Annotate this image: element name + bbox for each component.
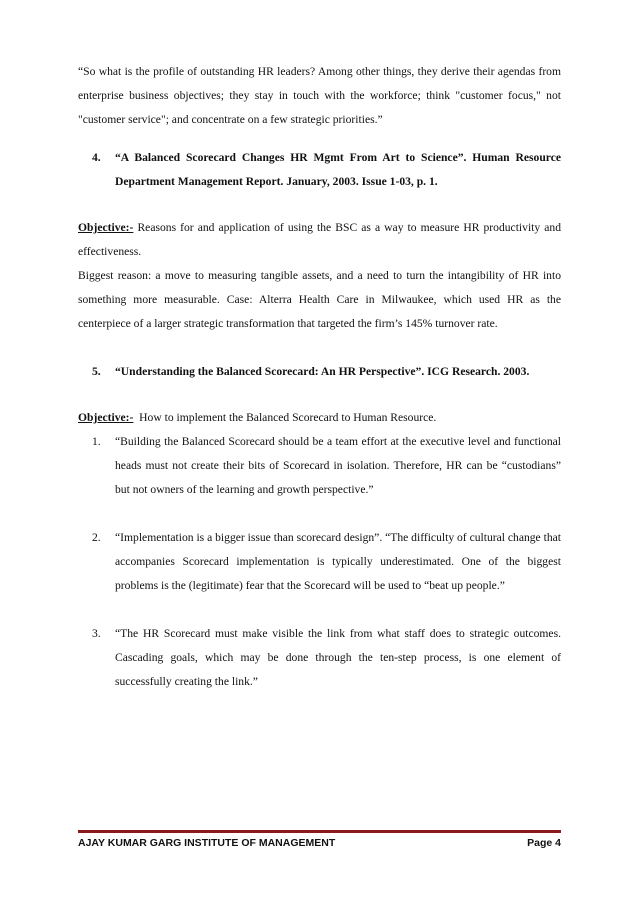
objective-5 <box>78 406 561 430</box>
objective-4 <box>78 216 561 264</box>
objective-text: Reasons for and application of using the BSC as a way to measure HR productivity and effectiveness. <box>78 221 561 258</box>
numbered-list <box>78 430 561 694</box>
list-item-number: 3. <box>92 627 101 640</box>
list-item-number: 1. <box>92 435 101 448</box>
list-item <box>78 526 561 598</box>
reference-text: “A Balanced Scorecard Changes HR Mgmt From Art to Science”. Human Resource Department Management Report. January, 2003. Issue 1-03, p. 1. <box>115 151 561 188</box>
reference-5 <box>78 360 561 384</box>
footer-page-number: Page 4 <box>527 837 561 849</box>
objective-label: Objective:- <box>78 221 134 234</box>
list-item <box>78 622 561 694</box>
intro-quote: “So what is the profile of outstanding HR leaders? Among other things, they derive their agendas from enterprise business objectives; they stay in touch with the workforce; think "customer focus," not "customer service"; and concentrate on a few strategic priorities.” <box>78 65 561 126</box>
list-item-text: “Building the Balanced Scorecard should be a team effort at the executive level and functional heads must not create their bits of Scorecard in isolation. Therefore, HR can be “custodians” but not owners of the learning and growth perspective.” <box>115 435 561 496</box>
reference-4 <box>78 146 561 194</box>
objective-text: How to implement the Balanced Scorecard to Human Resource. <box>133 411 437 424</box>
reference-text: “Understanding the Balanced Scorecard: An HR Perspective”. ICG Research. 2003. <box>115 365 530 378</box>
list-item-number: 2. <box>92 531 101 544</box>
objective-4-detail: Biggest reason: a move to measuring tangible assets, and a need to turn the intangibility of HR into something more measurable. Case: Alterra Health Care in Milwaukee, which used HR as the centerpiece of a larger strategic transformation that targeted the firm’s 145% turnover rate. <box>78 269 561 330</box>
list-item-text: “Implementation is a bigger issue than scorecard design”. “The difficulty of cultural change that accompanies Scorecard implementation is typically underestimated. One of the biggest problems is the (legitimate) fear that the Scorecard will be used to “beat up people.” <box>115 531 561 592</box>
footer-institute: AJAY KUMAR GARG INSTITUTE OF MANAGEMENT <box>78 837 336 849</box>
page-footer <box>78 830 561 849</box>
list-item <box>78 430 561 502</box>
list-item-text: “The HR Scorecard must make visible the link from what staff does to strategic outcomes. Cascading goals, which may be done through the ten-step process, is one element of successfully creating the link.” <box>115 627 561 688</box>
objective-label: Objective:- <box>78 411 134 424</box>
reference-number: 4. <box>92 151 101 164</box>
reference-number: 5. <box>92 365 101 378</box>
page-content <box>78 60 561 718</box>
